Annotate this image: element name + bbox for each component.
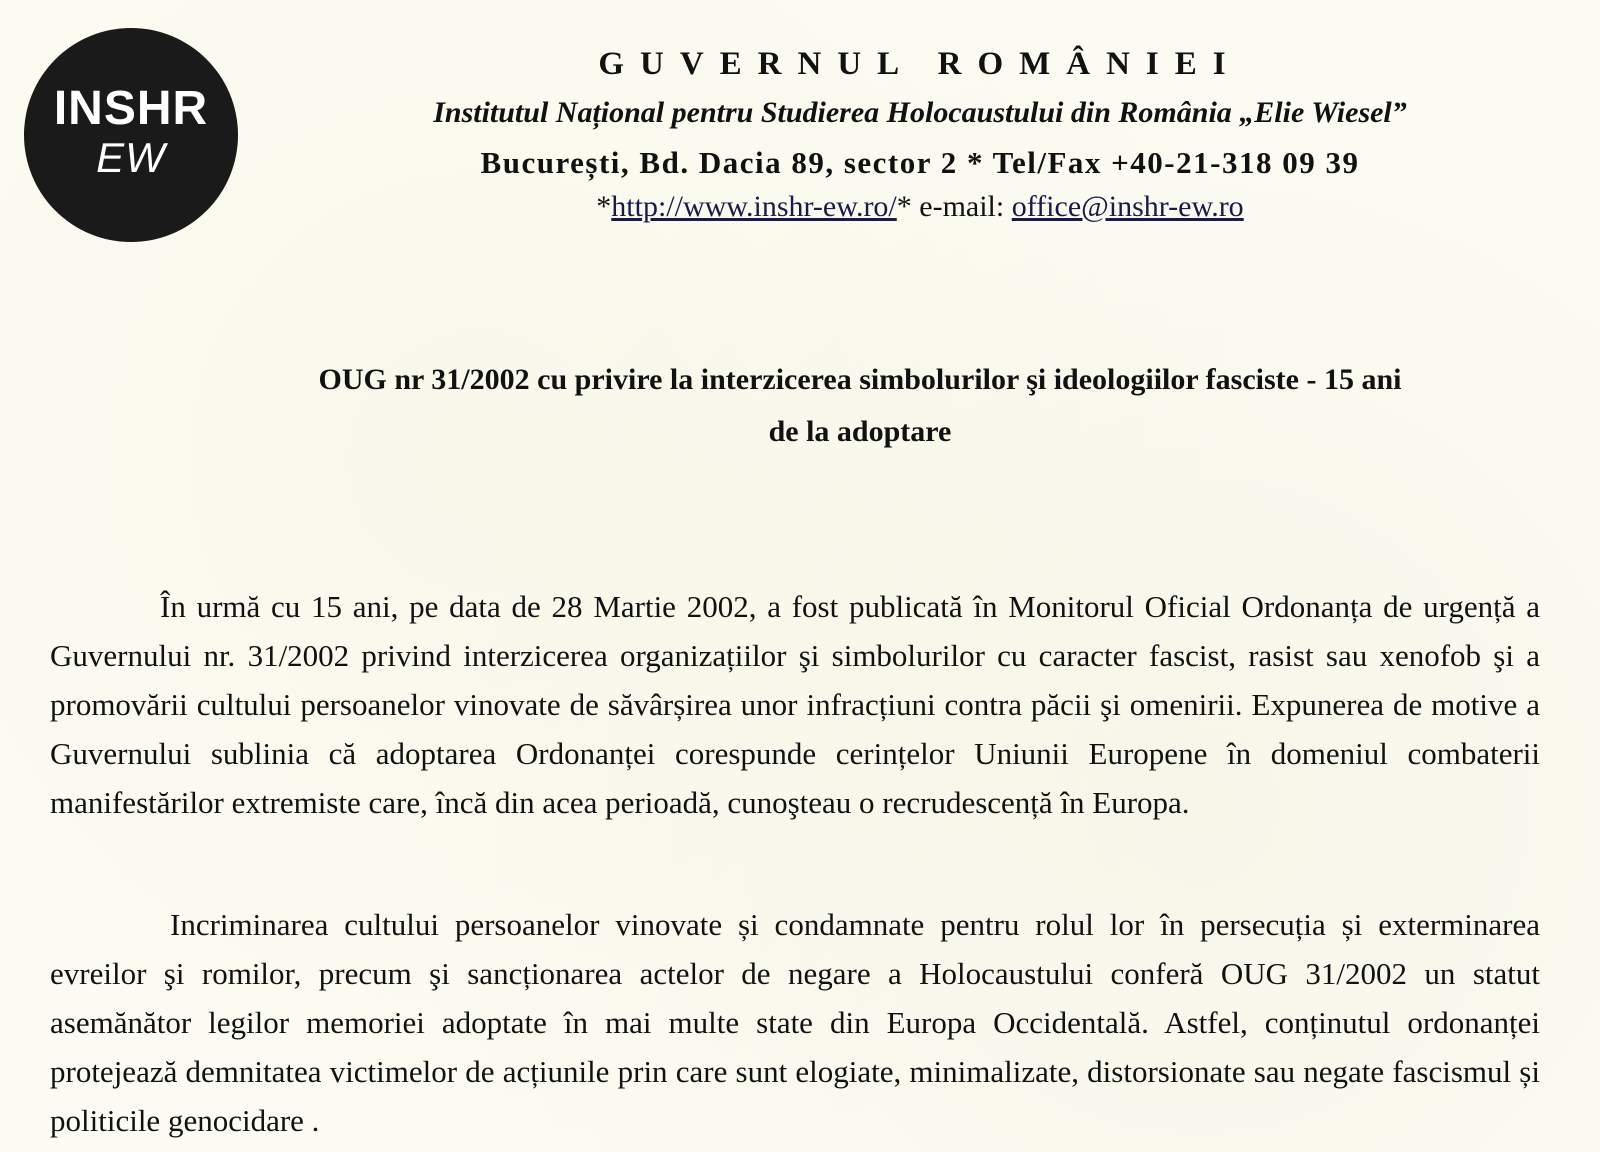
document-title — [150, 354, 1570, 458]
title-line-2: de la adoptare — [768, 415, 952, 448]
paragraph-2: Incriminarea cultului persoanelor vinovate și condamnate pentru rolul lor în persecuția și exterminarea evreilor şi romilor, precum şi sancționarea actelor de negare a Holocaustului conferă OUG 31/2002 un statut asemănător legilor memoriei adoptate în mai multe state din Europa Occidentală. Astfel, conținutul ordonanței protejează demnitatea victimelor de acțiunile prin care sunt elogiate, minimalizate, distorsionate sau negate fascismul și politicile genocidare . — [50, 907, 1540, 1138]
paragraph-1: În urmă cu 15 ani, pe data de 28 Martie 2002, a fost publicată în Monitorul Oficial Ordonanța de urgență a Guvernului nr. 31/2002 privind interzicerea organizațiilor şi simbolurilor cu caracter fascist, rasist sau xenofob şi a promovării cultului persoanelor vinovate de săvârșirea unor infracțiuni contra păcii şi omenirii. Expunerea de motive a Guvernului sublinia că adoptarea Ordonanței corespunde cerințelor Uniunii Europene în domeniul combaterii manifestărilor extremiste care, încă din acea perioadă, cunoşteau o recrudescență în Europa. — [50, 589, 1540, 820]
title-line-1: OUG nr 31/2002 cu privire la interzicerea simbolurilor şi ideologiilor fasciste - 15 ani — [318, 363, 1402, 396]
contact-middle: * e-mail: — [896, 190, 1012, 223]
contact-prefix: * — [596, 190, 612, 223]
government-heading: GUVERNUL ROMÂNIEI — [598, 46, 1242, 82]
institute-name: Institutul Național pentru Studierea Holocaustului din România „Elie Wiesel” — [433, 96, 1407, 129]
email-link[interactable]: office@inshr-ew.ro — [1011, 190, 1244, 223]
logo-sub-text: EW — [96, 134, 166, 181]
contact-line — [250, 190, 1590, 224]
inshr-logo — [24, 28, 238, 242]
logo-main-text: INSHR — [53, 82, 209, 135]
website-link[interactable]: http://www.inshr-ew.ro/ — [611, 190, 897, 223]
institute-address: București, Bd. Dacia 89, sector 2 * Tel/Fax +40-21-318 09 39 — [480, 145, 1360, 180]
